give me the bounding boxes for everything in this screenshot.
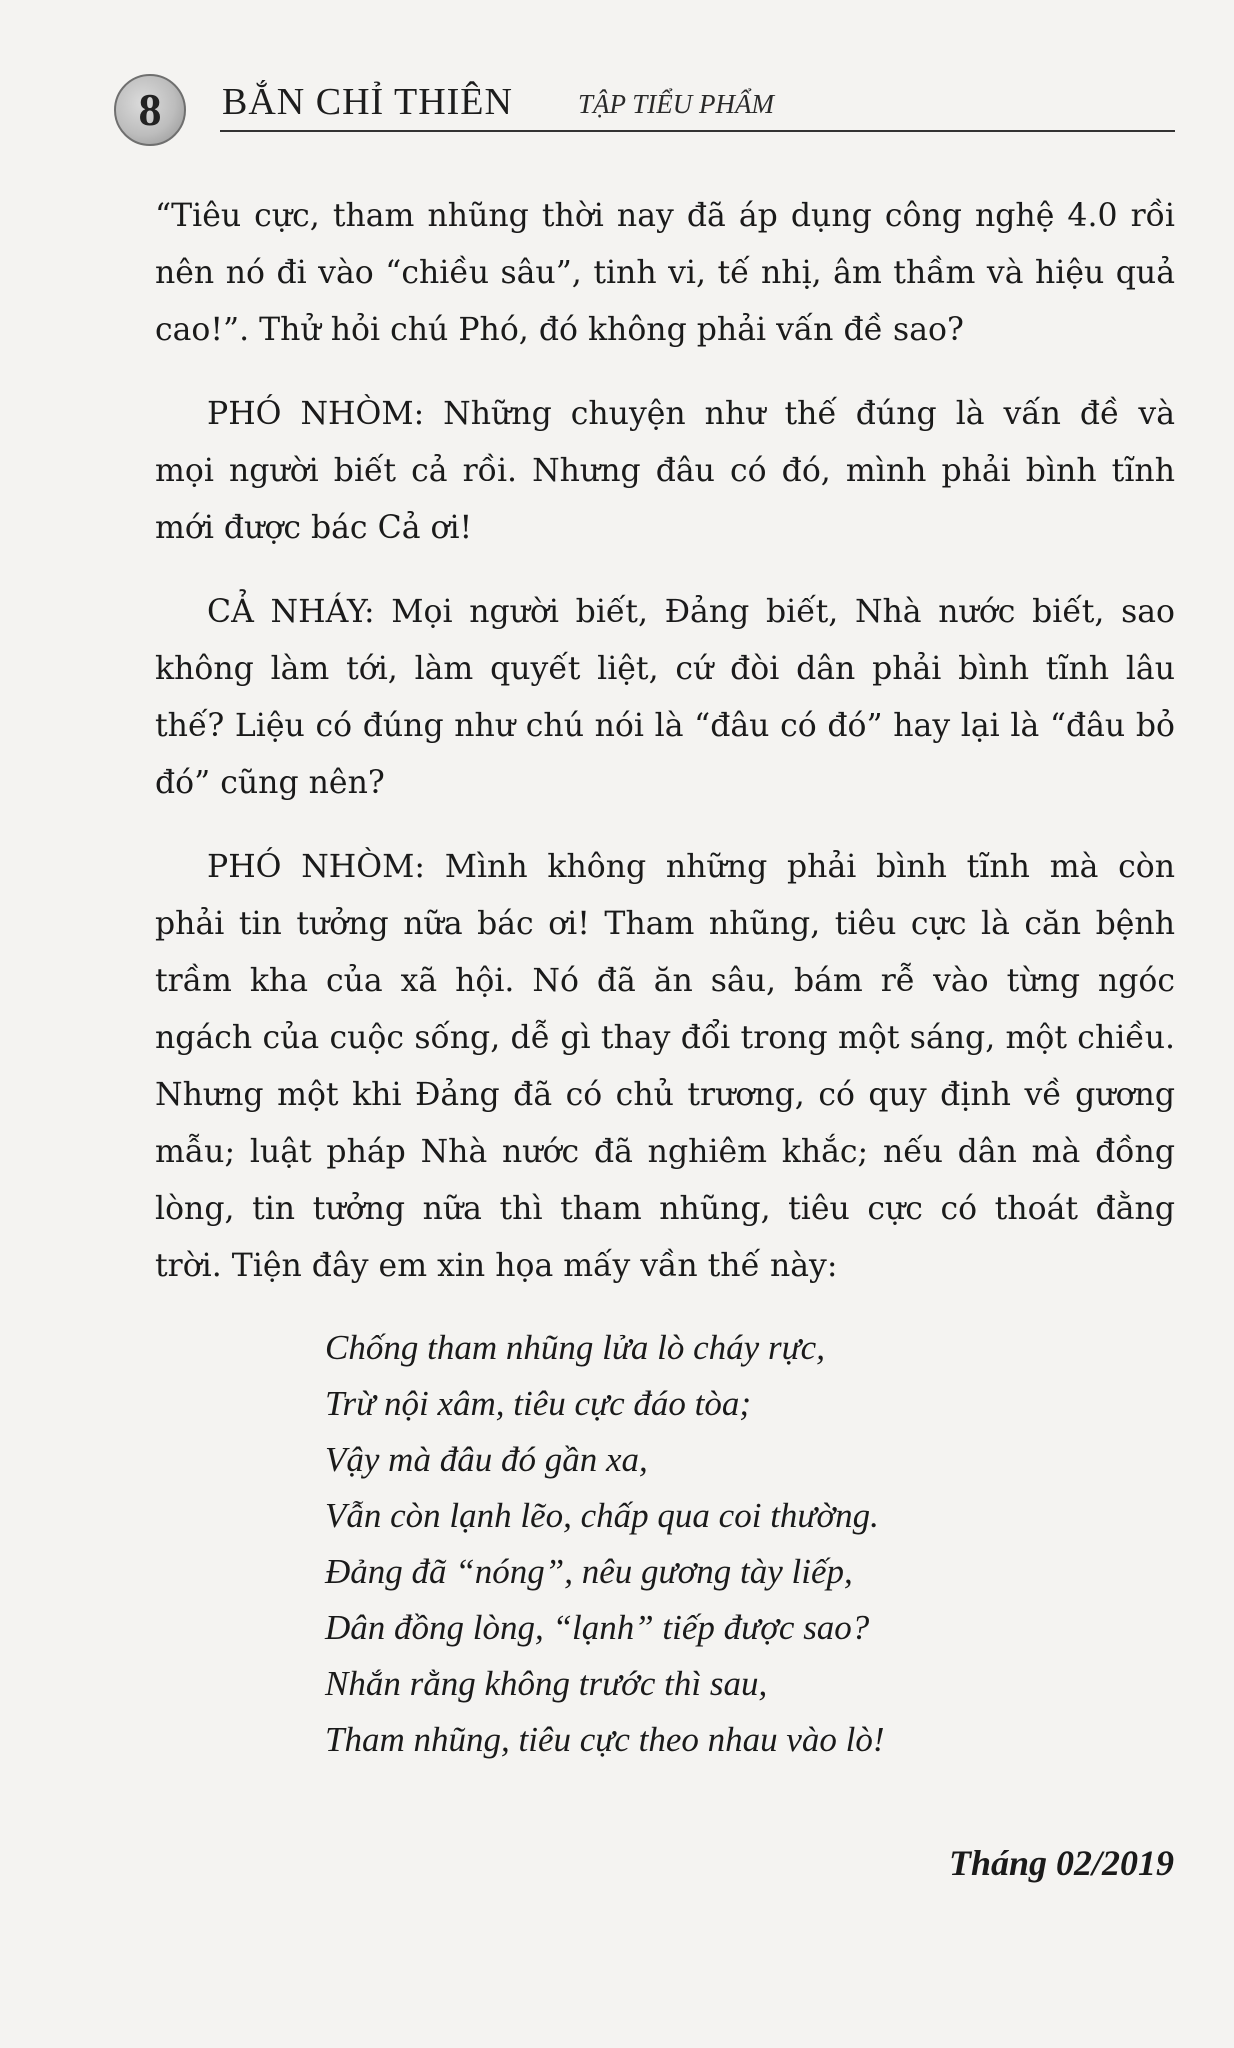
text-line: CẢ NHÁY: Mọi người biết, Đảng biết, Nhà nước biết, sao — [207, 594, 1175, 630]
paragraph-3 — [155, 584, 1175, 812]
text-line: nên nó đi vào “chiều sâu”, tinh vi, tế nhị, âm thầm và hiệu quả — [155, 255, 1175, 291]
poem-verse: Nhắn rằng không trước thì sau, — [325, 1664, 768, 1703]
poem-verse: Dân đồng lòng, “lạnh” tiếp được sao? — [325, 1608, 870, 1647]
text-line: Nhưng một khi Đảng đã có chủ trương, có quy định về gương — [155, 1077, 1175, 1113]
text-line: cao!”. Thử hỏi chú Phó, đó không phải vấn đề sao? — [155, 312, 964, 348]
text-line: ngách của cuộc sống, dễ gì thay đổi trong một sáng, một chiều. — [155, 1020, 1175, 1056]
text-line: PHÓ NHÒM: Những chuyện như thế đúng là vấn đề và — [207, 396, 1175, 432]
date-signature: Tháng 02/2019 — [948, 1843, 1174, 1883]
poem-verse: Vậy mà đâu đó gần xa, — [325, 1440, 648, 1479]
text-line: đó” cũng nên? — [155, 765, 385, 801]
text-line: mẫu; luật pháp Nhà nước đã nghiêm khắc; nếu dân mà đồng — [155, 1134, 1175, 1170]
body-text — [155, 188, 1175, 1295]
text-line: trời. Tiện đây em xin họa mấy vần thế này: — [155, 1248, 838, 1284]
book-title: BẮN CHỈ THIÊN — [222, 81, 513, 123]
paragraph-2 — [155, 386, 1175, 557]
text-line: lòng, tin tưởng nữa thì tham nhũng, tiêu cực có thoát đằng — [155, 1191, 1175, 1227]
text-line: PHÓ NHÒM: Mình không những phải bình tĩnh mà còn — [207, 849, 1175, 885]
text-line: thế? Liệu có đúng như chú nói là “đâu có đó” hay lại là “đâu bỏ — [155, 708, 1175, 744]
page-number: 8 — [138, 84, 162, 135]
book-subtitle: TẬP TIỂU PHẨM — [578, 89, 774, 119]
text-line: mọi người biết cả rồi. Nhưng đâu có đó, mình phải bình tĩnh — [155, 453, 1175, 489]
poem-verse: Chống tham nhũng lửa lò cháy rực, — [325, 1328, 825, 1367]
paragraph-1 — [155, 188, 1175, 359]
poem-verse: Tham nhũng, tiêu cực theo nhau vào lò! — [325, 1720, 885, 1759]
header-rule — [220, 130, 1175, 132]
poem-verse: Vẫn còn lạnh lẽo, chấp qua coi thường. — [325, 1496, 879, 1535]
page-number-badge — [114, 74, 186, 146]
poem-verse: Đảng đã “nóng”, nêu gương tày liếp, — [325, 1552, 853, 1591]
text-line: mới được bác Cả ơi! — [155, 510, 473, 546]
text-line: không làm tới, làm quyết liệt, cứ đòi dân phải bình tĩnh lâu — [155, 651, 1175, 687]
text-line: trầm kha của xã hội. Nó đã ăn sâu, bám rễ vào từng ngóc — [155, 963, 1175, 999]
text-line: “Tiêu cực, tham nhũng thời nay đã áp dụng công nghệ 4.0 rồi — [155, 198, 1175, 234]
page-header — [110, 70, 1175, 145]
poem — [325, 1320, 1145, 1768]
text-line: phải tin tưởng nữa bác ơi! Tham nhũng, tiêu cực là căn bệnh — [155, 906, 1175, 942]
poem-verse: Trừ nội xâm, tiêu cực đáo tòa; — [325, 1384, 752, 1423]
paragraph-4 — [155, 839, 1175, 1295]
